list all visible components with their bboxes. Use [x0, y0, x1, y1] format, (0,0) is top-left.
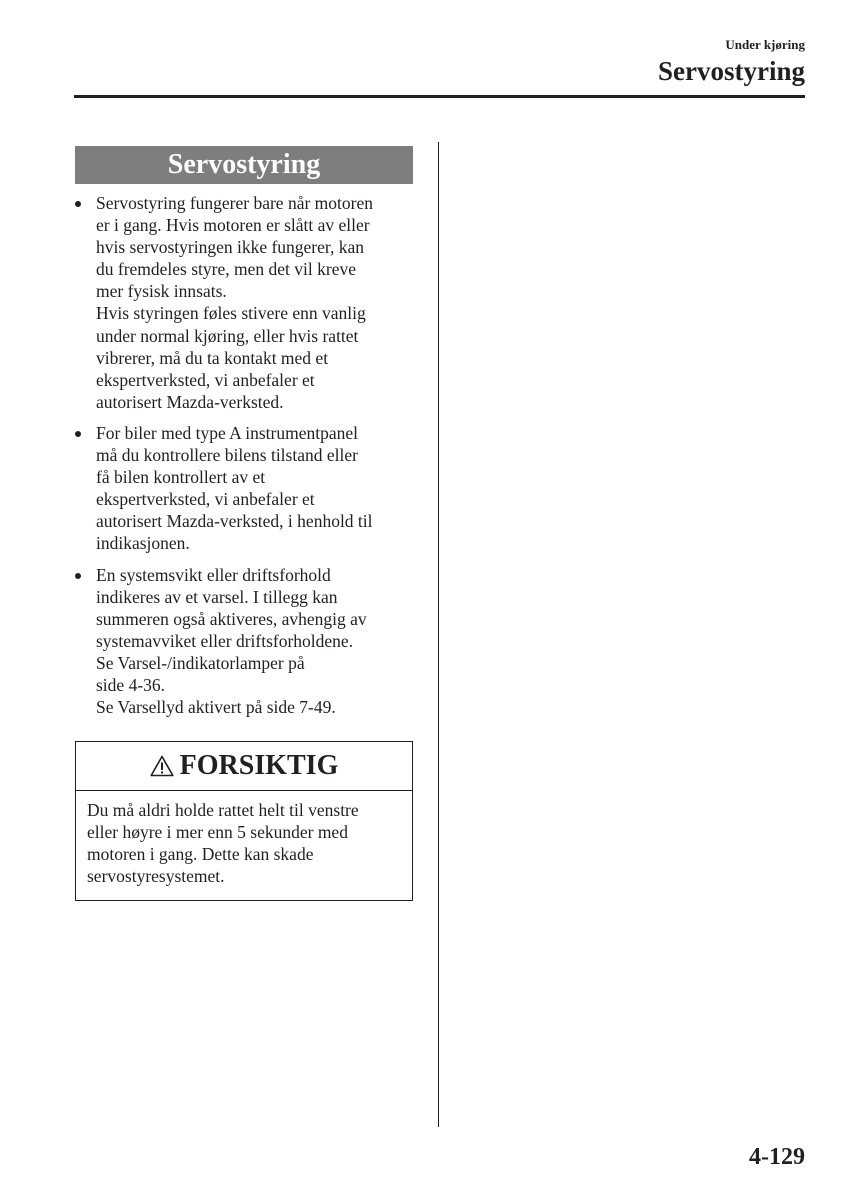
bullet-item	[74, 422, 414, 555]
cross-reference[interactable]: Se Varsel-/indikatorlamper på	[96, 652, 305, 673]
text-line: Servostyring fungerer bare når motoren	[96, 193, 373, 213]
text-line: få bilen kontrollert av et	[96, 467, 266, 488]
page-title: Servostyring	[658, 56, 805, 86]
caution-header	[76, 742, 412, 791]
text-line: summeren også aktiveres, avhengig av	[96, 608, 367, 629]
text-line: indikasjonen.	[96, 533, 190, 554]
bullet-icon	[75, 431, 81, 437]
cross-reference[interactable]: side 4-36.	[96, 674, 166, 695]
text-line: motoren i gang. Dette kan skade	[87, 844, 314, 865]
text-line: vibrerer, må du ta kontakt med et	[96, 347, 329, 368]
text-line: For biler med type A instrumentpanel	[96, 422, 358, 443]
text-line: må du kontrollere bilens tilstand eller	[96, 445, 358, 466]
text-line: indikeres av et varsel. I tillegg kan	[96, 586, 338, 607]
text-line: servostyresystemet.	[87, 866, 225, 887]
caution-text	[76, 791, 412, 887]
text-line: ekspertverksted, vi anbefaler et	[96, 489, 315, 510]
text-line: En systemsvikt eller driftsforhold	[96, 564, 331, 585]
text-line: systemavviket eller driftsforholdene.	[96, 630, 354, 651]
text-line: du fremdeles styre, men det vil kreve	[96, 259, 356, 280]
bullet-icon	[75, 201, 81, 207]
text-line: under normal kjøring, eller hvis rattet	[96, 325, 359, 346]
bullet-list	[74, 192, 414, 727]
page-number: 4-129	[749, 1144, 805, 1170]
text-line: hvis servostyringen ikke fungerer, kan	[96, 237, 365, 258]
chapter-label: Under kjøring	[725, 37, 805, 52]
section-heading: Servostyring	[75, 146, 413, 184]
bullet-item	[74, 192, 414, 413]
text-line: ekspertverksted, vi anbefaler et	[96, 369, 315, 390]
text-line: mer fysisk innsats.	[96, 281, 227, 302]
warning-triangle-icon	[150, 755, 174, 777]
caution-title: FORSIKTIG	[179, 750, 339, 781]
bullet-icon	[75, 573, 81, 579]
text-line: eller høyre i mer enn 5 sekunder med	[87, 822, 348, 843]
column-divider	[438, 142, 439, 1127]
caution-box	[75, 741, 413, 901]
text-line: autorisert Mazda-verksted.	[96, 391, 284, 412]
header-rule	[74, 95, 805, 98]
text-line: Hvis styringen føles stivere enn vanlig	[96, 303, 366, 324]
text-line: Du må aldri holde rattet helt til venstre	[87, 800, 359, 820]
cross-reference[interactable]: Se Varsellyd aktivert på side 7-49.	[96, 697, 336, 718]
bullet-item	[74, 564, 414, 719]
text-line: er i gang. Hvis motoren er slått av eller	[96, 215, 370, 236]
text-line: autorisert Mazda-verksted, i henhold til	[96, 511, 373, 532]
